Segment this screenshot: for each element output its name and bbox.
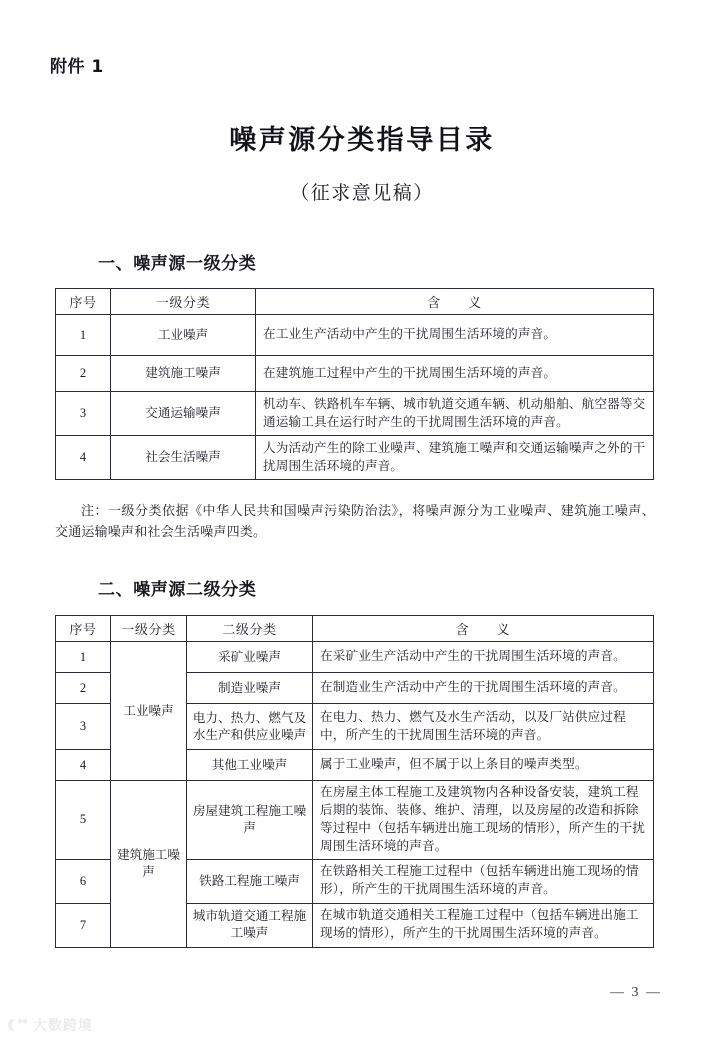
table-level1-head xyxy=(56,289,654,315)
table-noise-level1 xyxy=(55,288,654,480)
logo-mark-icon xyxy=(6,1017,28,1034)
cell-no: 2 xyxy=(56,673,111,704)
cell-level2: 制造业噪声 xyxy=(187,673,313,704)
cell-no: 6 xyxy=(56,859,111,903)
column-header-meaning: 含 义 xyxy=(313,616,654,642)
cell-level1-group: 工业噪声 xyxy=(111,642,187,781)
watermark xyxy=(6,1017,93,1034)
cell-no: 4 xyxy=(56,750,111,781)
cell-level1-group: 建筑施工噪声 xyxy=(111,781,187,948)
table-row xyxy=(56,781,654,860)
table-row xyxy=(56,642,654,673)
cell-no: 7 xyxy=(56,903,111,947)
cell-no: 5 xyxy=(56,781,111,860)
table-header-row xyxy=(56,289,654,315)
table-row xyxy=(56,315,654,356)
cell-level1: 工业噪声 xyxy=(111,315,256,356)
cell-no: 3 xyxy=(56,392,111,436)
table-row xyxy=(56,392,654,436)
cell-meaning: 属于工业噪声，但不属于以上条目的噪声类型。 xyxy=(313,750,654,781)
cell-level1: 建筑施工噪声 xyxy=(111,356,256,392)
cell-level2: 其他工业噪声 xyxy=(187,750,313,781)
page-number: — 3 — xyxy=(610,985,662,1000)
column-header-no: 序号 xyxy=(56,289,111,315)
column-header-level1: 一级分类 xyxy=(111,289,256,315)
table-level2-head xyxy=(56,616,654,642)
cell-meaning: 在铁路相关工程施工过程中（包括车辆进出施工现场的情形），所产生的干扰周围生活环境的声音。 xyxy=(313,859,654,903)
document-title: 噪声源分类指导目录 xyxy=(229,125,495,155)
cell-no: 3 xyxy=(56,704,111,750)
cell-level2: 房屋建筑工程施工噪声 xyxy=(187,781,313,860)
cell-meaning: 在采矿业生产活动中产生的干扰周围生活环境的声音。 xyxy=(313,642,654,673)
cell-no: 1 xyxy=(56,315,111,356)
document-subtitle: （征求意见稿） xyxy=(290,183,434,204)
table-row xyxy=(56,356,654,392)
cell-meaning: 在工业生产活动中产生的干扰周围生活环境的声音。 xyxy=(256,315,654,356)
cell-no: 1 xyxy=(56,642,111,673)
table-level2-body xyxy=(56,642,654,948)
table-level1-note: 注：一级分类依据《中华人民共和国噪声污染防治法》，将噪声源分为工业噪声、建筑施工噪声、交通运输噪声和社会生活噪声四类。 xyxy=(55,503,655,540)
column-header-level2: 二级分类 xyxy=(187,616,313,642)
cell-meaning: 机动车、铁路机车车辆、城市轨道交通车辆、机动船舶、航空器等交通运输工具在运行时产生的干扰周围生活环境的声音。 xyxy=(256,392,654,436)
cell-level2: 铁路工程施工噪声 xyxy=(187,859,313,903)
column-header-level1: 一级分类 xyxy=(111,616,187,642)
section-heading-level2: 二、噪声源二级分类 xyxy=(98,580,257,600)
cell-meaning: 在建筑施工过程中产生的干扰周围生活环境的声音。 xyxy=(256,356,654,392)
column-header-no: 序号 xyxy=(56,616,111,642)
watermark-text: 大数跨境 xyxy=(33,1017,93,1034)
table-row xyxy=(56,436,654,480)
attachment-label: 附件 1 xyxy=(50,57,104,77)
cell-level1: 交通运输噪声 xyxy=(111,392,256,436)
cell-level2: 电力、热力、燃气及水生产和供应业噪声 xyxy=(187,704,313,750)
section-heading-level1: 一、噪声源一级分类 xyxy=(98,254,257,274)
table-header-row xyxy=(56,616,654,642)
cell-level2: 城市轨道交通工程施工噪声 xyxy=(187,903,313,947)
column-header-meaning: 含 义 xyxy=(256,289,654,315)
cell-meaning: 在房屋主体工程施工及建筑物内各种设备安装，建筑工程后期的装饰、装修、维护、清理，以及房屋的改造和拆除等过程中（包括车辆进出施工现场的情形），所产生的干扰周围生活环境的声音。 xyxy=(313,781,654,860)
cell-level2: 采矿业噪声 xyxy=(187,642,313,673)
cell-meaning: 人为活动产生的除工业噪声、建筑施工噪声和交通运输噪声之外的干扰周围生活环境的声音。 xyxy=(256,436,654,480)
table-noise-level2 xyxy=(55,615,654,948)
cell-no: 4 xyxy=(56,436,111,480)
cell-meaning: 在电力、热力、燃气及水生产活动，以及厂站供应过程中，所产生的干扰周围生活环境的声音。 xyxy=(313,704,654,750)
cell-meaning: 在制造业生产活动中产生的干扰周围生活环境的声音。 xyxy=(313,673,654,704)
cell-level1: 社会生活噪声 xyxy=(111,436,256,480)
cell-no: 2 xyxy=(56,356,111,392)
table-level1-body xyxy=(56,315,654,480)
cell-meaning: 在城市轨道交通相关工程施工过程中（包括车辆进出施工现场的情形），所产生的干扰周围生活环境的声音。 xyxy=(313,903,654,947)
